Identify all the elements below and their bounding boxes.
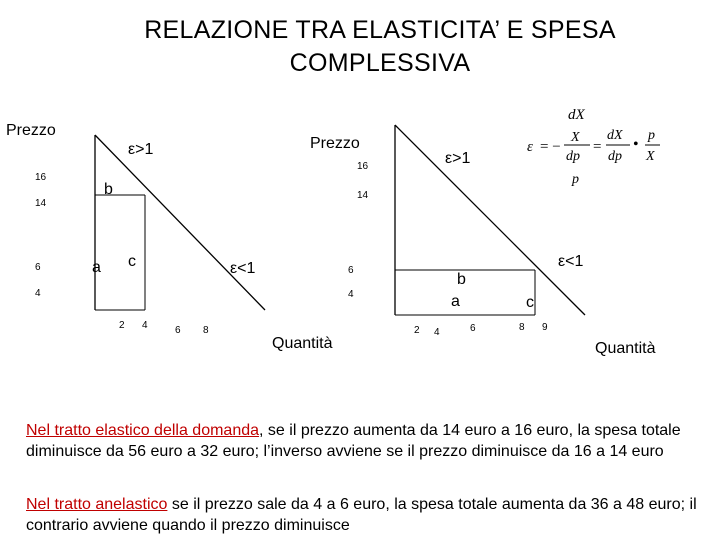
left-x-tick-8: 8 xyxy=(203,325,209,336)
formula-dp: dp xyxy=(566,149,580,164)
formula-dX: dX xyxy=(607,128,623,143)
right-y-tick-14: 14 xyxy=(357,190,369,201)
paragraph-elastic xyxy=(26,420,712,462)
formula-dot: • xyxy=(633,136,639,153)
left-x-label: Quantità xyxy=(272,335,333,352)
paragraph-inelastic xyxy=(26,494,712,536)
right-x-tick-4: 4 xyxy=(434,327,440,338)
elasticity-formula xyxy=(0,0,720,200)
right-area-b: b xyxy=(457,271,466,288)
right-y-tick-6: 6 xyxy=(348,265,354,276)
title-line-1: RELAZIONE TRA ELASTICITA’ E SPESA xyxy=(144,16,616,44)
formula-p-below: p xyxy=(572,172,579,187)
formula-equals-minus: = − xyxy=(540,139,561,155)
left-x-tick-2: 2 xyxy=(119,320,125,331)
left-area-a: a xyxy=(92,259,101,276)
right-area-c: c xyxy=(526,294,534,311)
link-inelastic-segment[interactable]: Nel tratto anelastico xyxy=(26,496,168,513)
right-x-tick-9: 9 xyxy=(542,322,548,333)
right-y-tick-4: 4 xyxy=(348,289,354,300)
right-x-tick-2: 2 xyxy=(414,325,420,336)
link-elastic-segment[interactable]: Nel tratto elastico della domanda xyxy=(26,422,260,439)
right-x-tick-8: 8 xyxy=(519,322,525,333)
right-y-label: Prezzo xyxy=(310,135,360,152)
formula-equals: = xyxy=(593,139,602,155)
left-elastic-label: ε>1 xyxy=(128,141,154,158)
title-line-2: COMPLESSIVA xyxy=(289,49,471,77)
formula-epsilon: ε xyxy=(527,139,533,155)
left-area-c: c xyxy=(128,253,136,270)
left-y-tick-6: 6 xyxy=(35,262,41,273)
left-inelastic-label: ε<1 xyxy=(230,260,256,277)
left-area-b: b xyxy=(104,181,113,198)
right-x-tick-6: 6 xyxy=(470,323,476,334)
formula-dp-2: dp xyxy=(608,149,622,164)
right-area-a: a xyxy=(451,293,460,310)
formula-p: p xyxy=(648,128,655,143)
left-x-tick-6: 6 xyxy=(175,325,181,336)
left-y-label: Prezzo xyxy=(6,122,56,139)
paragraph-inelastic-text: se il prezzo sale da 4 a 6 euro, la spesa totale aumenta da 36 a 48 euro; il contrario avviene quando il prezzo diminuisce xyxy=(26,496,697,534)
right-y-tick-16: 16 xyxy=(357,161,369,172)
left-y-tick-4: 4 xyxy=(35,288,41,299)
left-y-tick-16: 16 xyxy=(35,172,47,183)
right-inelastic-label: ε<1 xyxy=(558,253,584,270)
formula-dX-top: dX xyxy=(568,107,585,123)
formula-X: X xyxy=(571,130,580,145)
left-x-tick-4: 4 xyxy=(142,320,148,331)
right-x-label: Quantità xyxy=(595,340,656,357)
paragraph-elastic-text: , se il prezzo aumenta da 14 euro a 16 euro, la spesa totale diminuisce da 56 euro a 32 euro; l’inverso avviene se il prezzo diminuisce da 16 a 14 euro xyxy=(26,422,681,460)
left-y-tick-14: 14 xyxy=(35,198,47,209)
formula-X-2: X xyxy=(646,149,655,164)
right-elastic-label: ε>1 xyxy=(445,150,471,167)
